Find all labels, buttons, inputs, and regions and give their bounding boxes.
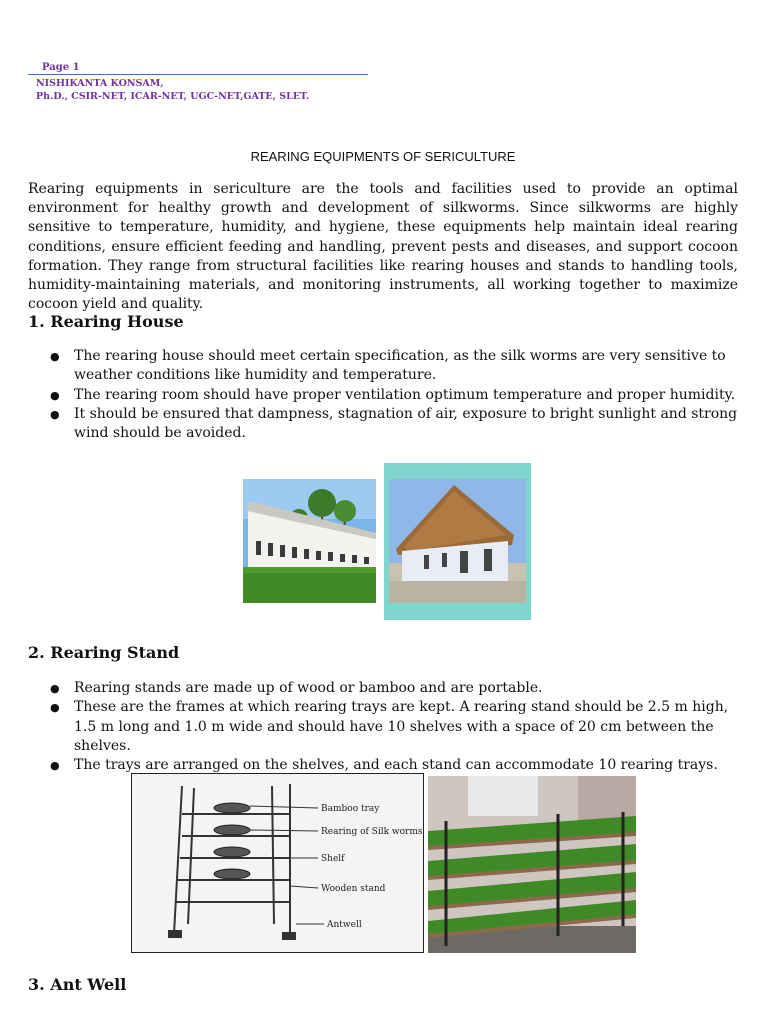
rearing-house-bullets [28, 347, 738, 443]
document-header [28, 62, 368, 103]
diagram-label-rearing: Rearing of Silk worms [321, 827, 423, 837]
section-heading-ant-well: 3. Ant Well [28, 975, 127, 994]
author-credentials: Ph.D., CSIR-NET, ICAR-NET, UGC-NET,GATE, SLET. [36, 91, 310, 102]
rearing-house-photo-2 [384, 463, 531, 620]
list-item: ● Rearing stands are made up of wood or bamboo and are portable. [28, 679, 738, 698]
diagram-label-antwell: Antwell [327, 920, 362, 930]
document-title: REARING EQUIPMENTS OF SERICULTURE [250, 149, 516, 164]
rearing-house-photo-1 [236, 463, 382, 611]
list-item: ● It should be ensured that dampness, stagnation of air, exposure to bright sunlight and strong wind should be avoided. [28, 405, 738, 444]
list-item: ● The trays are arranged on the shelves, and each stand can accommodate 10 rearing trays. [28, 756, 738, 775]
list-item: ● These are the frames at which rearing trays are kept. A rearing stand should be 2.5 m high, 1.5 m long and 1.0 m wide and should have 10 shelves with a space of 20 cm between the shelves. [28, 698, 738, 756]
diagram-label-bamboo-tray: Bamboo tray [321, 804, 380, 814]
page-label: Page 1 [42, 62, 80, 73]
list-item: ● The rearing room should have proper ventilation optimum temperature and proper humidity. [28, 386, 738, 405]
rearing-stand-diagram [131, 773, 424, 953]
section-heading-rearing-house: 1. Rearing House [28, 312, 184, 331]
author-name: NISHIKANTA KONSAM, [36, 78, 164, 89]
header-rule [28, 74, 368, 75]
diagram-label-shelf: Shelf [321, 854, 345, 864]
list-item: ● The rearing house should meet certain specification, as the silk worms are very sensitive to weather conditions like humidity and temperature. [28, 347, 738, 386]
rearing-stand-photo [428, 776, 636, 953]
diagram-label-wooden-stand: Wooden stand [321, 884, 386, 894]
section-heading-rearing-stand: 2. Rearing Stand [28, 643, 180, 662]
intro-paragraph: Rearing equipments in sericulture are the tools and facilities used to provide an optimal environment for healthy growth and development of silkworms. Since silkworms are highly sensitive to temperature, humidity, and hygiene, these equipments help maintain ideal rearing conditions, ensure efficient feeding and handling, prevent pests and diseases, and support cocoon formation. They range from structural facilities like rearing houses and stands to handling tools, humidity-maintaining materials, and monitoring instruments, all working together to maximize cocoon yield and quality. [28, 181, 738, 313]
rearing-stand-bullets [28, 679, 738, 775]
